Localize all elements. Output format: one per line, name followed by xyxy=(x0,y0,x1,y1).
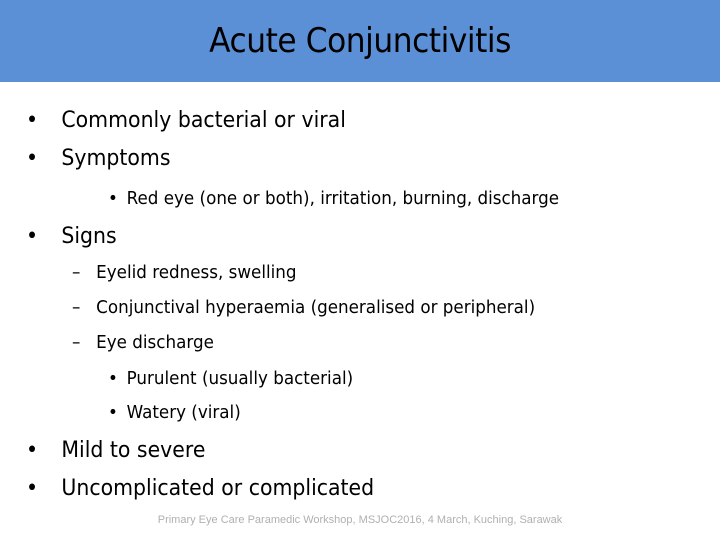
bullet-marker: • xyxy=(26,438,39,463)
sub-sub-bullet-text: Watery (viral) xyxy=(126,402,241,423)
slide-footer: Primary Eye Care Paramedic Workshop, MSJOC2016, 4 March, Kuching, Sarawak xyxy=(157,514,563,526)
sub-item xyxy=(72,332,214,353)
sub-item-text: Eye discharge xyxy=(96,332,214,353)
sub-sub-bullet-item xyxy=(108,402,241,423)
sub-item xyxy=(72,297,535,318)
sub-item-text: Eyelid redness, swelling xyxy=(96,262,297,283)
sub-item xyxy=(72,262,297,283)
bullet-item xyxy=(0,476,374,501)
bullet-text: Uncomplicated or complicated xyxy=(61,476,375,501)
sub-item-text: Conjunctival hyperaemia (generalised or peripheral) xyxy=(96,297,536,318)
bullet-item xyxy=(0,146,171,171)
sub-bullet-marker: • xyxy=(108,188,118,209)
bullet-marker: • xyxy=(26,476,39,501)
sub-sub-bullet-text: Purulent (usually bacterial) xyxy=(126,368,354,389)
bullet-text: Commonly bacterial or viral xyxy=(61,108,346,133)
bullet-text: Symptoms xyxy=(61,146,171,171)
dash-marker: – xyxy=(72,332,81,353)
sub-bullet-marker: • xyxy=(108,368,118,389)
dash-marker: – xyxy=(72,297,81,318)
bullet-marker: • xyxy=(26,224,39,249)
title-bar xyxy=(0,0,720,82)
sub-sub-bullet-item xyxy=(108,368,353,389)
bullet-text: Signs xyxy=(61,224,117,249)
bullet-item xyxy=(0,108,346,133)
bullet-marker: • xyxy=(26,108,39,133)
dash-marker: – xyxy=(72,262,81,283)
sub-bullet-item xyxy=(108,188,559,209)
sub-bullet-marker: • xyxy=(108,402,118,423)
bullet-marker: • xyxy=(26,146,39,171)
sub-bullet-text: Red eye (one or both), irritation, burning, discharge xyxy=(126,188,560,209)
bullet-item xyxy=(0,224,117,249)
bullet-text: Mild to severe xyxy=(61,438,206,463)
bullet-item xyxy=(0,438,205,463)
slide-title: Acute Conjunctivitis xyxy=(209,21,511,61)
